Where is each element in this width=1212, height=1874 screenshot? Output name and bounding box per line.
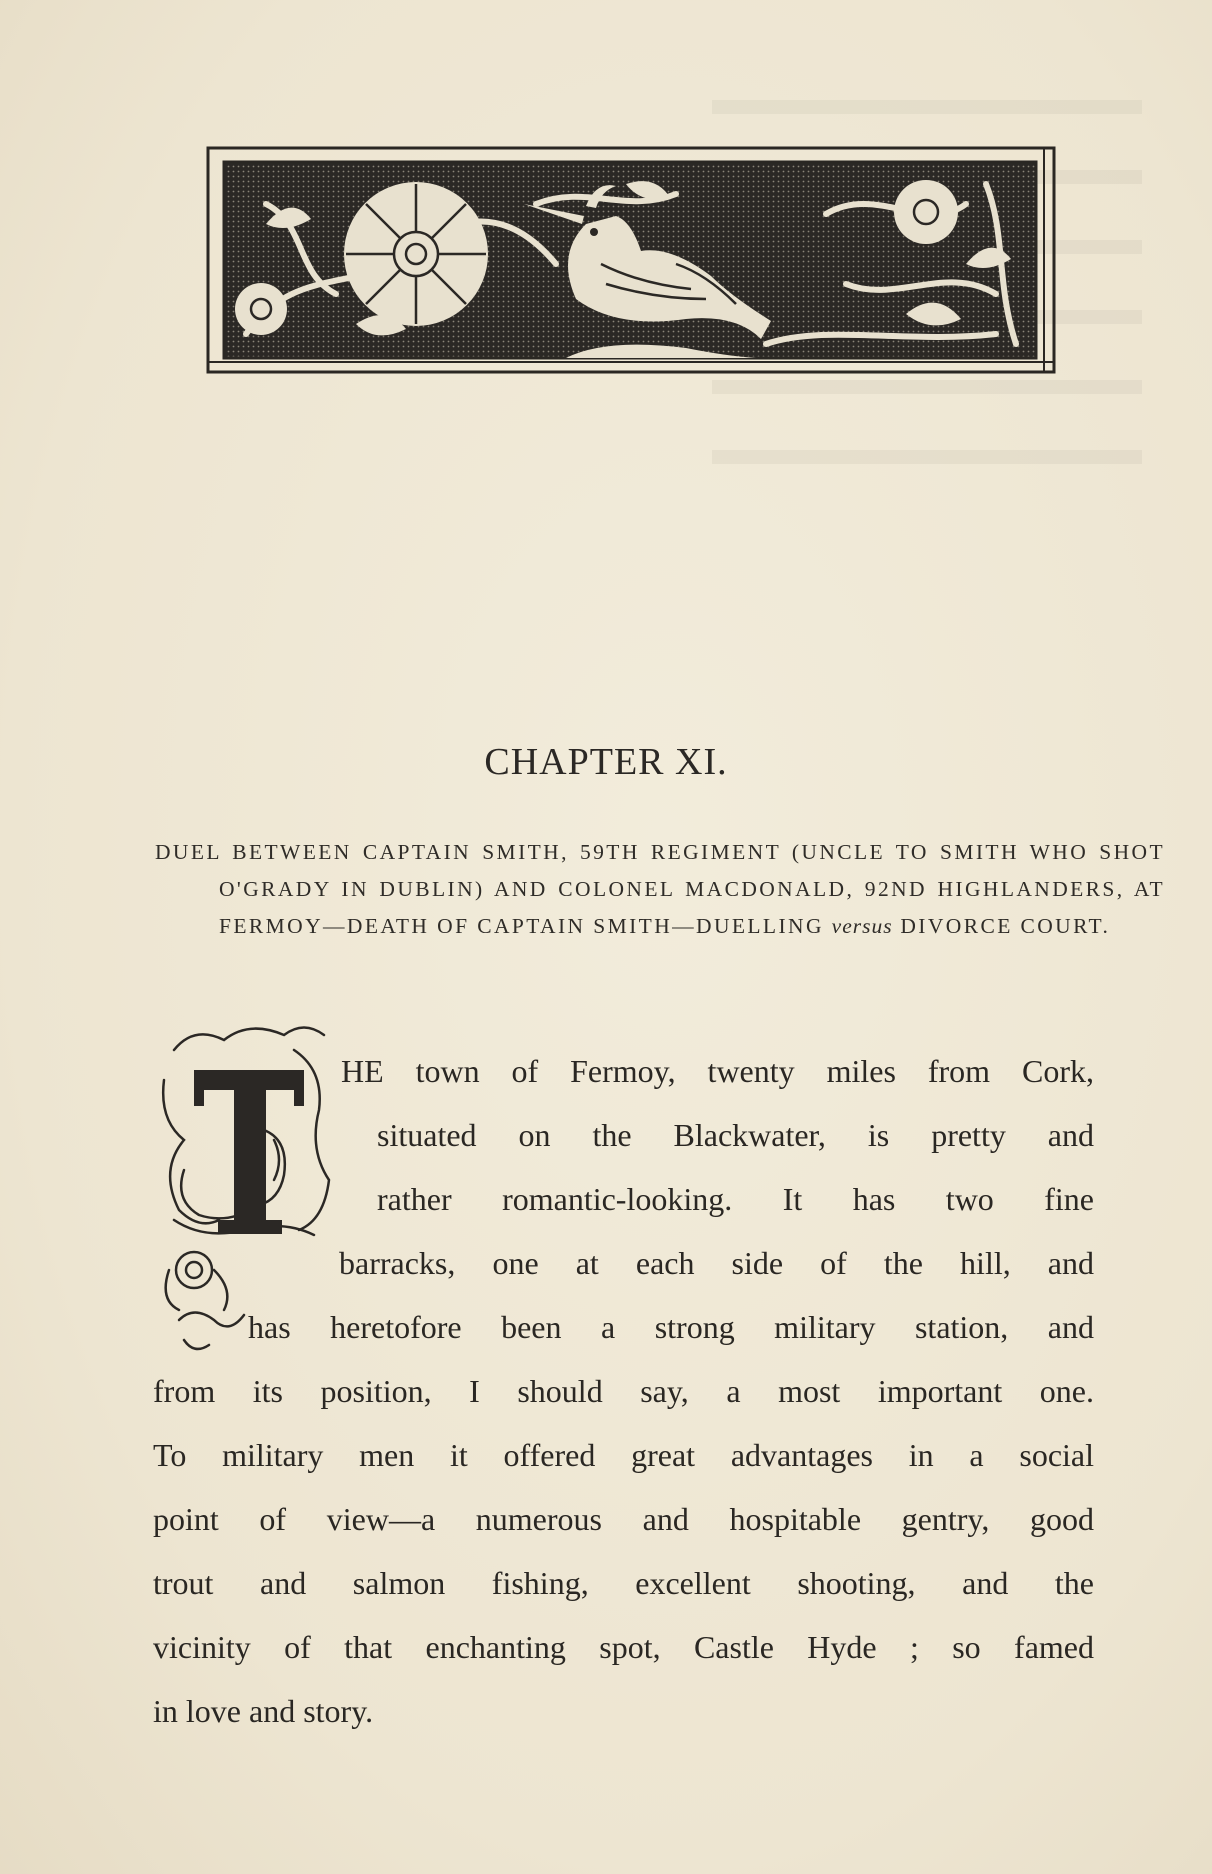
chapter-title: CHAPTER XI.	[484, 741, 728, 783]
ornamental-headpiece	[206, 144, 1060, 376]
drop-cap-letter: T	[54, 920, 55, 921]
body-line: vicinity of that enchanting spot, Castle Hyde ; so famed	[153, 1629, 1094, 1665]
body-line: HE town of Fermoy, twenty miles from Cork,	[341, 1053, 1094, 1089]
body-line: rather romantic-looking. It has two fine	[377, 1181, 1094, 1217]
synopsis-text: DUEL BETWEEN CAPTAIN SMITH, 59TH REGIMENT (UNCLE TO SMITH WHO SHOT O'GRADY IN DUBLIN) AND COLONEL MACDONALD, 92ND HIGHLANDERS, AT FERMOY—DEATH OF CAPTAIN SMITH—DUELLING	[155, 840, 1165, 938]
body-line: from its position, I should say, a most important one.	[153, 1373, 1094, 1409]
body-line: point of view—a numerous and hospitable gentry, good	[153, 1501, 1094, 1537]
body-line: barracks, one at each side of the hill, and	[339, 1245, 1094, 1281]
floral-bird-ornament-icon	[206, 144, 1060, 376]
synopsis-text-end: DIVORCE COURT.	[892, 914, 1111, 938]
body-line: has heretofore been a strong military station, and	[248, 1309, 1094, 1345]
body-line: situated on the Blackwater, is pretty and	[377, 1117, 1094, 1153]
body-line: trout and salmon fishing, excellent shooting, and the	[153, 1565, 1094, 1601]
body-line: in love and story.	[153, 1693, 374, 1729]
synopsis-italic: versus	[831, 914, 893, 938]
body-line: To military men it offered great advantages in a social	[153, 1437, 1094, 1473]
chapter-synopsis	[155, 834, 1165, 945]
